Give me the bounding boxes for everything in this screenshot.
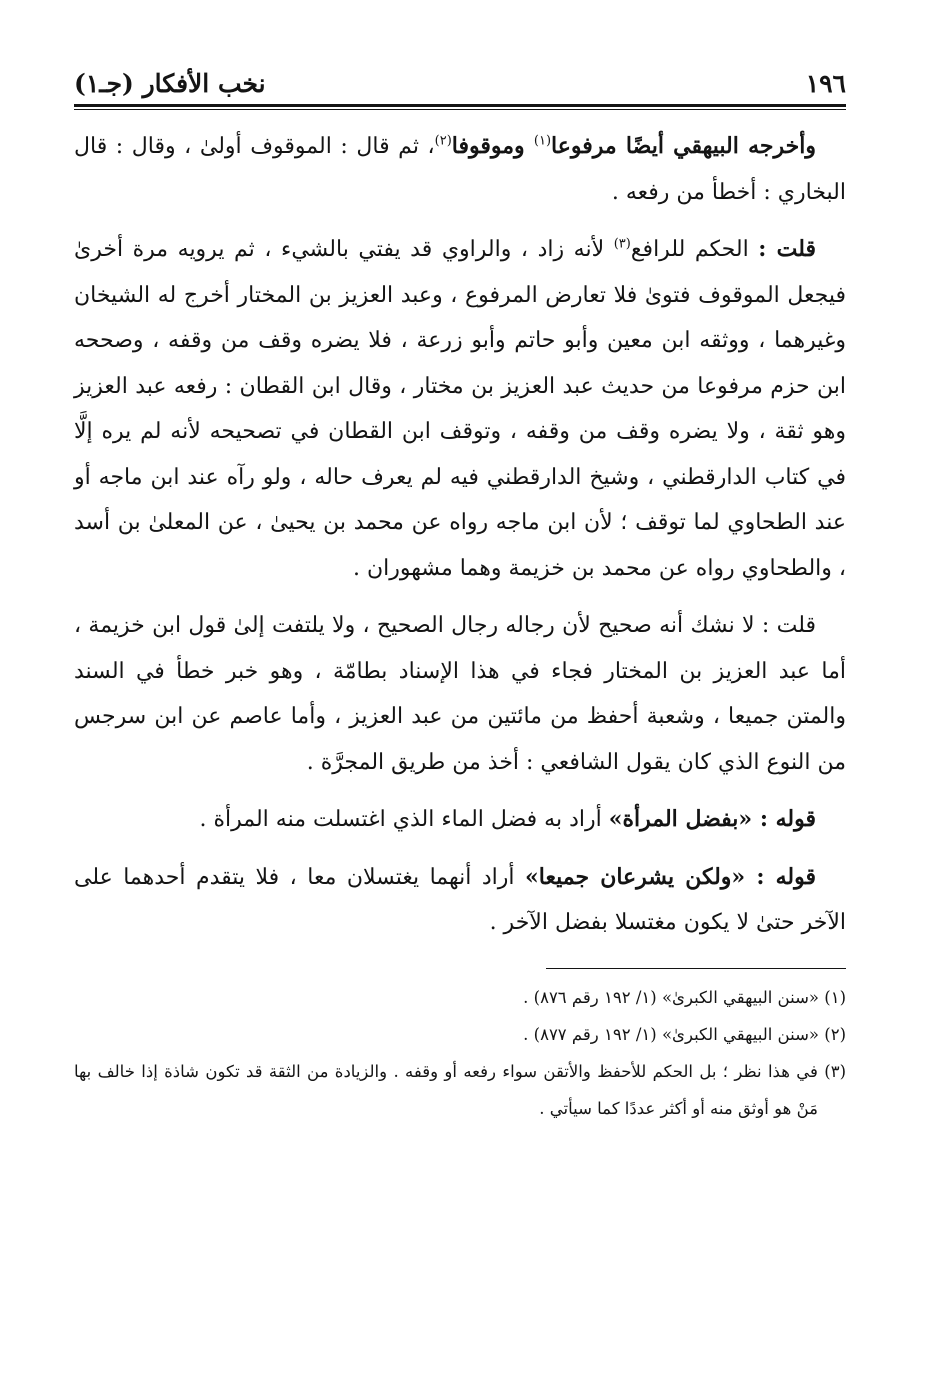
- running-title: نخب الأفكار (جـ١): [74, 69, 266, 98]
- footnote-3: (٣) في هذا نظر ؛ بل الحكم للأحفظ والأتقن سواء رفعه أو وقفه . والزيادة من الثقة قد تكون شاذة إذا خالف بها مَنْ هو أوثق منه أو أكثر عددًا كما سيأتي .: [74, 1061, 846, 1118]
- paragraph-3: [74, 603, 846, 785]
- paragraph-4: [74, 797, 846, 843]
- footnote-ref-2[interactable]: (٢): [434, 133, 452, 149]
- header-rule-thick: [74, 104, 846, 107]
- bold-phrase: قوله : «بفضل المرأة»: [608, 806, 816, 832]
- footnote-ref-3[interactable]: (٣): [613, 236, 631, 252]
- bold-phrase: وموقوفا: [451, 133, 534, 159]
- paragraph-2: [74, 227, 846, 591]
- footnotes: [74, 979, 846, 1127]
- bold-phrase: وأخرجه البيهقي أيضًا مرفوعا: [551, 133, 816, 159]
- page-header: [74, 54, 846, 96]
- paragraph-text: أراد أنهما يغتسلان معا ، فلا يتقدم أحدهما على الآخر حتىٰ لا يكون مغتسلا بفضل الآخر .: [74, 864, 846, 935]
- bold-phrase: قوله : «ولكن يشرعان جميعا»: [525, 863, 816, 890]
- paragraph-5: [74, 855, 846, 946]
- footnote-separator: [546, 968, 846, 969]
- paragraph-text: لأنه زاد ، والراوي قد يفتي بالشيء ، ثم يرويه مرة أخرىٰ فيجعل الموقوف فتوىٰ فلا تعارض المرفوع ، وعبد العزيز بن المختار أخرج له الشيخان وغيرهما ، ووثقه ابن معين وأبو حاتم وأبو زرعة ، فلا يضره وقف من وقفه ، وصححه ابن حزم مرفوعا من حديث عبد العزيز بن مختار ، وقال ابن القطان : رفعه عبد العزيز وهو ثقة ، ولا يضره وقف من وقفه ، وتوقف ابن القطان في تصحيحه لأنه لم يره إلَّا في كتاب الدارقطني ، وشيخ الدارقطني فيه لم يعرف حاله ، ولو رآه عند ابن ماجه أو عند الطحاوي لما توقف ؛ لأن ابن ماجه رواه عن محمد بن يحيىٰ ، عن المعلىٰ بن أسد ، والطحاوي رواه عن محمد بن خزيمة وهما مشهوران .: [74, 237, 846, 581]
- bold-phrase: قلت :: [758, 236, 817, 262]
- paragraph-text: ، ثم قال : الموقوف أولىٰ ، وقال : قال البخاري : أخطأ من رفعه .: [74, 134, 846, 205]
- paragraph-text: أراد به فضل الماء الذي اغتسلت منه المرأة .: [199, 807, 609, 832]
- page-number: ١٩٦: [805, 69, 846, 98]
- main-text: [74, 124, 846, 946]
- footnote-ref-1[interactable]: (١): [533, 133, 552, 149]
- paragraph-1: [74, 124, 846, 215]
- footnote-2: (٢) «سنن البيهقي الكبرىٰ» (١/ ١٩٢ رقم ٨٧٧) .: [523, 1024, 846, 1044]
- paragraph-text: قلت : لا نشك أنه صحيح لأن رجاله رجال الصحيح ، ولا يلتفت إلىٰ قول ابن خزيمة ، أما عبد العزيز بن المختار فجاء في هذا الإسناد بطامّة ، وهو خبر خطأ في السند والمتن جميعا ، وشعبة أحفظ من مائتين من عبد العزيز ، وأما عاصم عن ابن سرجس من النوع الذي كان يقول الشافعي : أخذ من طريق المجرَّة .: [74, 613, 846, 775]
- paragraph-text: الحكم للرافع: [630, 237, 759, 262]
- header-rule-thin: [74, 109, 846, 110]
- footnote-1: (١) «سنن البيهقي الكبرىٰ» (١/ ١٩٢ رقم ٨٧٦) .: [523, 987, 846, 1007]
